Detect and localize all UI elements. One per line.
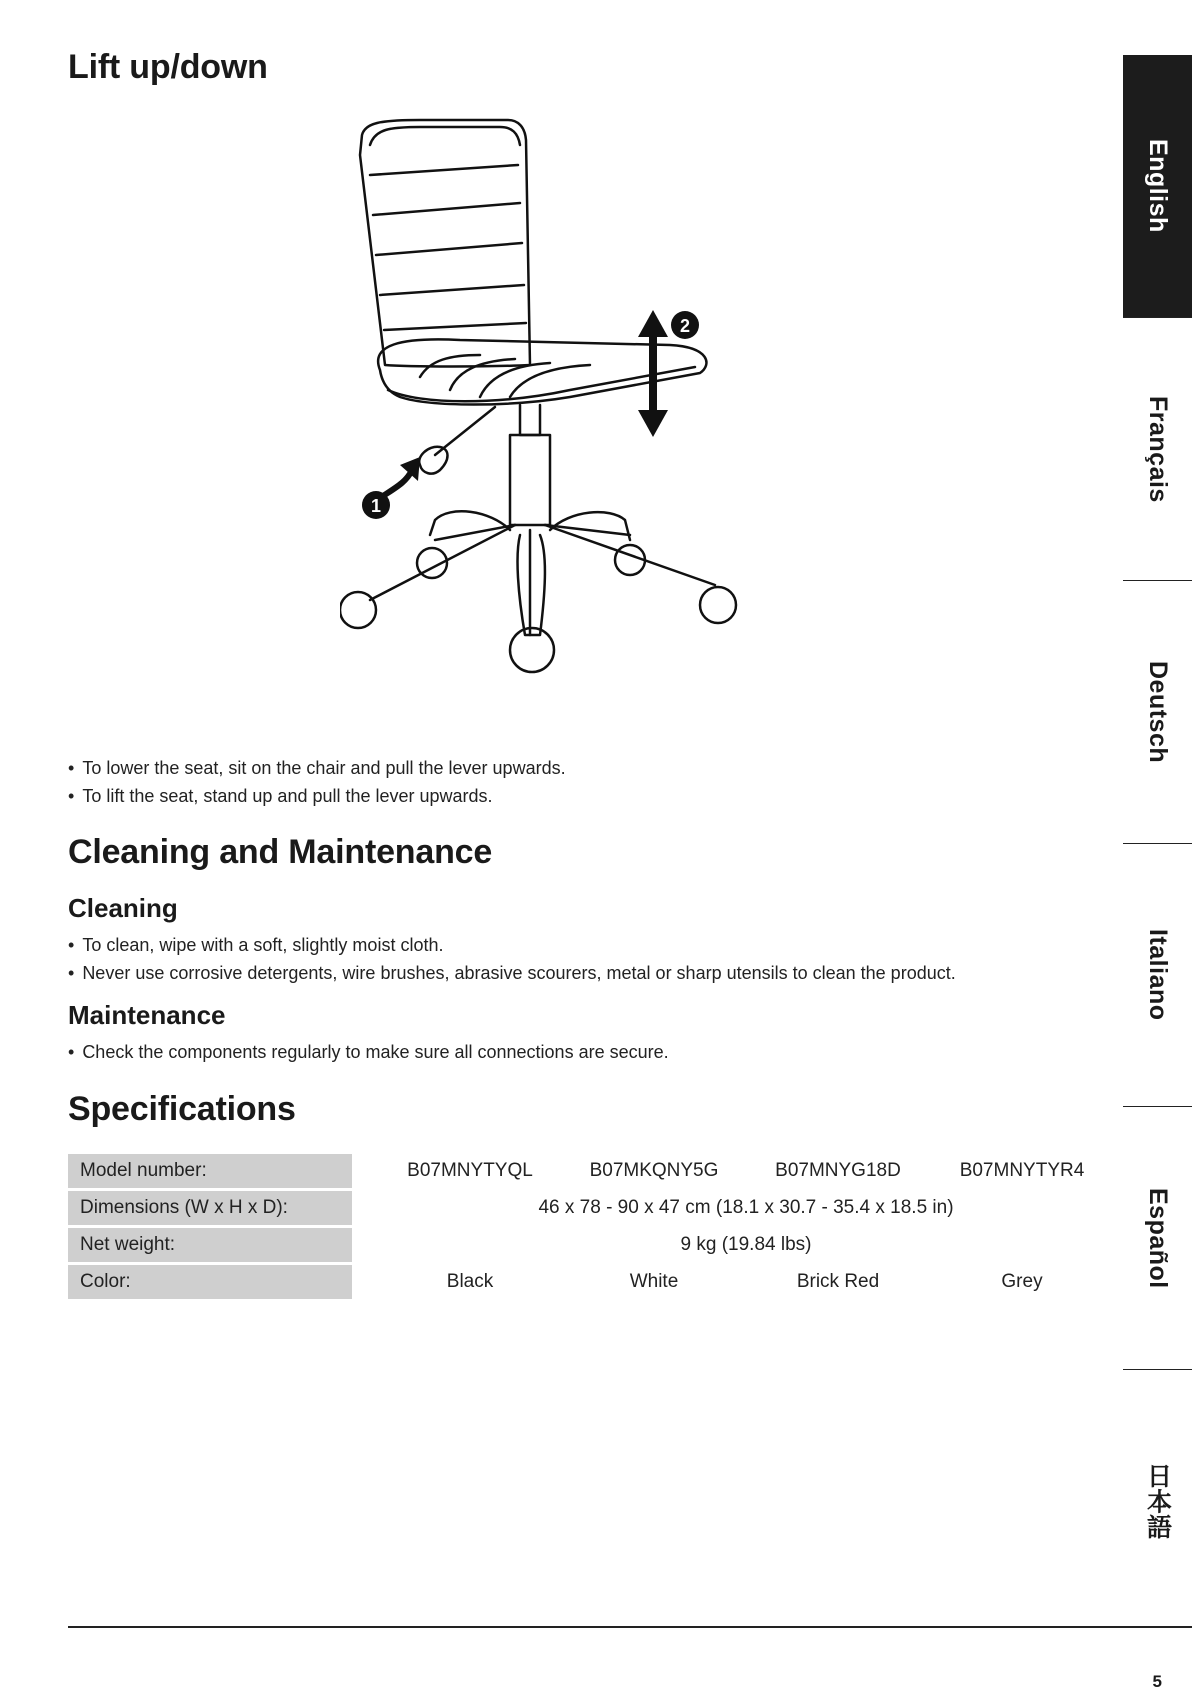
page-number: 5 bbox=[1152, 1672, 1162, 1691]
list-item: • Never use corrosive detergents, wire brushes, abrasive scourers, metal or sharp utensils to clean the product. bbox=[68, 959, 956, 987]
dimensions-value: 46 x 78 - 90 x 47 cm (18.1 x 30.7 - 35.4 x 18.5 in) bbox=[538, 1197, 954, 1218]
cleaning-heading: Cleaning bbox=[68, 893, 178, 923]
specifications-table bbox=[68, 1151, 1114, 1302]
model-number-value: B07MKQNY5G bbox=[589, 1160, 719, 1181]
tab-label: Español bbox=[1144, 1187, 1172, 1289]
lift-title: Lift up/down bbox=[68, 48, 268, 86]
model-number-value: B07MNYTYQL bbox=[407, 1160, 533, 1181]
net-weight-label: Net weight: bbox=[68, 1228, 352, 1262]
tab-espanol[interactable] bbox=[1123, 1106, 1192, 1369]
table-row bbox=[68, 1154, 1114, 1188]
color-label: Color: bbox=[68, 1265, 352, 1299]
table-row bbox=[68, 1228, 1114, 1262]
tab-label: English bbox=[1144, 139, 1172, 233]
tab-label: 日本語 bbox=[1143, 1462, 1172, 1540]
maintenance-heading: Maintenance bbox=[68, 1000, 226, 1030]
maintenance-instructions bbox=[68, 1038, 669, 1066]
footer-divider bbox=[68, 1626, 1192, 1628]
model-number-value: B07MNYTYR4 bbox=[959, 1160, 1085, 1181]
color-value: Grey bbox=[1001, 1271, 1043, 1292]
lift-instructions bbox=[68, 754, 566, 810]
color-value: Black bbox=[446, 1271, 494, 1292]
list-item: • To clean, wipe with a soft, slightly moist cloth. bbox=[68, 931, 956, 959]
dimensions-label: Dimensions (W x H x D): bbox=[68, 1191, 352, 1225]
cleaning-maintenance-title: Cleaning and Maintenance bbox=[68, 833, 493, 871]
language-tabs bbox=[1123, 55, 1192, 1632]
table-row bbox=[68, 1191, 1114, 1225]
net-weight-value: 9 kg (19.84 lbs) bbox=[680, 1234, 812, 1255]
callout-1-label: 1 bbox=[370, 496, 382, 516]
tab-label: Français bbox=[1144, 395, 1172, 503]
model-number-label: Model number: bbox=[68, 1154, 352, 1188]
color-value: White bbox=[629, 1271, 679, 1292]
tab-deutsch[interactable] bbox=[1123, 580, 1192, 843]
list-item: • To lift the seat, stand up and pull the lever upwards. bbox=[68, 782, 566, 810]
model-number-value: B07MNYG18D bbox=[775, 1160, 901, 1181]
callout-2-label: 2 bbox=[679, 316, 691, 336]
specifications-title: Specifications bbox=[68, 1090, 296, 1128]
color-value: Brick Red bbox=[796, 1271, 880, 1292]
tab-francais[interactable] bbox=[1123, 317, 1192, 580]
list-item: • To lower the seat, sit on the chair and pull the lever upwards. bbox=[68, 754, 566, 782]
cleaning-instructions bbox=[68, 931, 956, 987]
list-item: • Check the components regularly to make sure all connections are secure. bbox=[68, 1038, 669, 1066]
tab-label: Italiano bbox=[1144, 929, 1172, 1021]
table-row bbox=[68, 1265, 1114, 1299]
tab-italiano[interactable] bbox=[1123, 843, 1192, 1106]
tab-japanese[interactable] bbox=[1123, 1369, 1192, 1632]
tab-label: Deutsch bbox=[1144, 660, 1172, 764]
tab-english[interactable] bbox=[1123, 55, 1192, 317]
chair-illustration bbox=[340, 115, 810, 735]
